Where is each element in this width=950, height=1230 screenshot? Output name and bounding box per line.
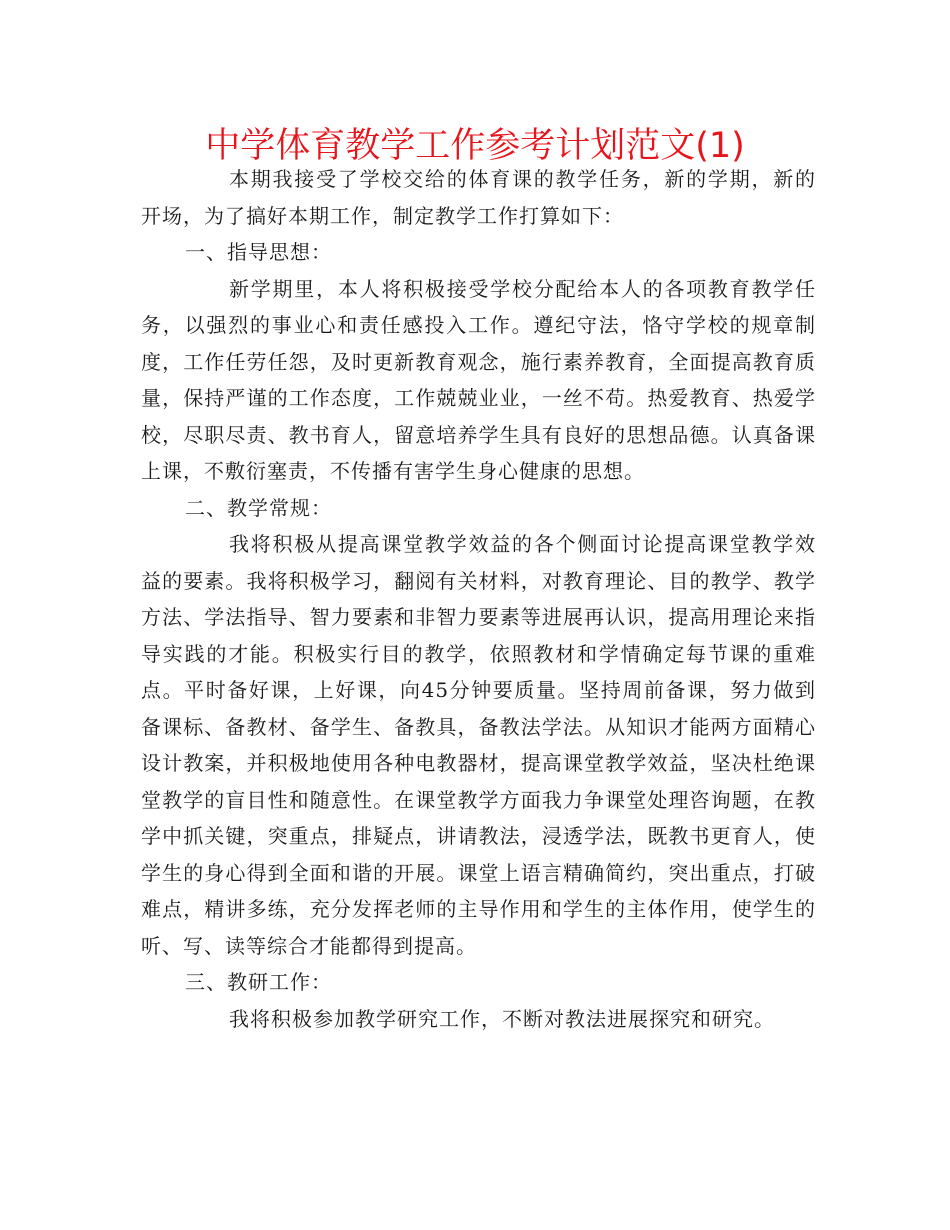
section-heading-guiding-ideology: 一、指导思想： [185,240,332,264]
intro-paragraph: 本期我接受了学校交给的体育课的教学任务，新的学期，新的开场，为了搞好本期工作，制定教学工作打算如下： [141,167,816,228]
section-body-teaching-routine: 我将积极从提高课堂教学效益的各个侧面讨论提高课堂教学效益的要素。我将积极学习，翻阅有关材料，对教育理论、目的教学、教学方法、学法指导、智力要素和非智力要素等进展再认识，提高用理论来指导实践的才能。积极实行目的教学，依照教材和学情确定每节课的重难点。平时备好课，上好课，向45分钟要质量。坚持周前备课，努力做到备课标、备教材、备学生、备教具，备教法学法。从知识才能两方面精心设计教案，并积极地使用各种电教器材，提高课堂教学效益，坚决杜绝课堂教学的盲目性和随意性。在课堂教学方面我力争课堂处理咨询题，在教学中抓关键，突重点，排疑点，讲请教法，浸透学法，既教书更育人，使学生的身心得到全面和谐的开展。课堂上语言精确简约，突出重点，打破难点，精讲多练，充分发挥老师的主导作用和学生的主体作用，使学生的听、写、读等综合才能都得到提高。 [141,532,816,958]
document-title: 中学体育教学工作参考计划范文(1) [205,126,745,166]
document-body [141,161,816,1037]
section-heading-research-work: 三、教研工作： [185,970,332,994]
section-heading-teaching-routine: 二、教学常规： [185,495,332,520]
section-body-research-work: 我将积极参加教学研究工作，不断对教法进展探究和研究。 [229,1006,775,1031]
section-body-guiding-ideology: 新学期里，本人将积极接受学校分配给本人的各项教育教学任务，以强烈的事业心和责任感投入工作。遵纪守法，恪守学校的规章制度，工作任劳任怨，及时更新教育观念，施行素养教育，全面提高教育质量，保持严谨的工作态度，工作兢兢业业，一丝不苟。热爱教育、热爱学校，尽职尽责、教书育人，留意培养学生具有良好的思想品德。认真备课上课，不敷衍塞责，不传播有害学生身心健康的思想。 [141,276,816,483]
